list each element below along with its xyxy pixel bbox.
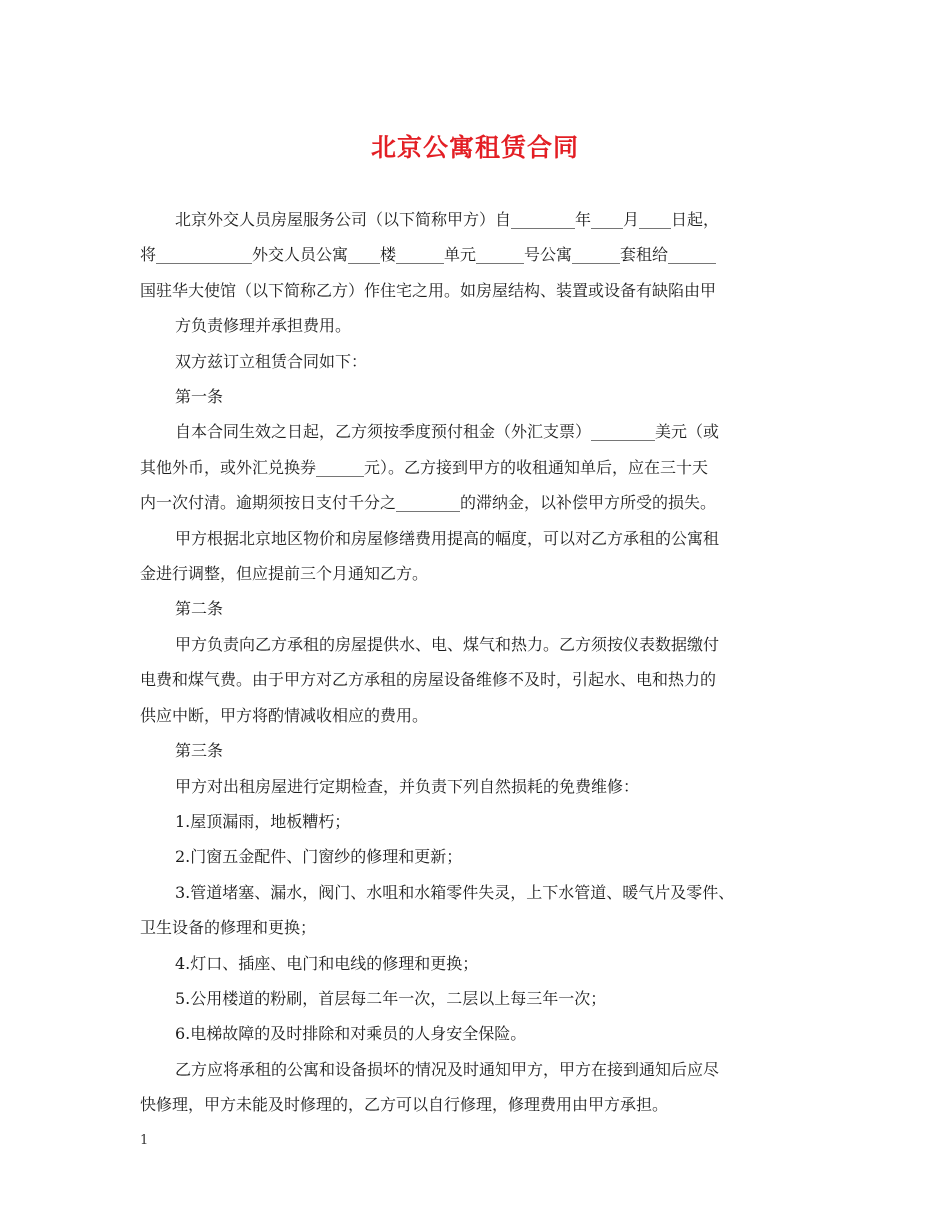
- text-line: 电费和煤气费。由于甲方对乙方承租的房屋设备维修不及时，引起水、电和热力的: [140, 670, 717, 690]
- document-title: 北京公寓租赁合同: [370, 133, 579, 162]
- text-line: 国驻华大使馆（以下简称乙方）作住宅之用。如房屋结构、装置或设备有缺陷由甲: [140, 280, 717, 300]
- text-line: 卫生设备的修理和更换；: [140, 918, 317, 938]
- text-line: 快修理，甲方未能及时修理的，乙方可以自行修理，修理费用由甲方承担。: [140, 1095, 669, 1115]
- text-line: 自本合同生效之日起，乙方须按季度预付租金（外汇支票）________美元（或: [175, 422, 720, 442]
- text-line: 双方兹订立租赁合同如下：: [175, 351, 368, 371]
- text-line: 甲方对出租房屋进行定期检查，并负责下列自然损耗的免费维修：: [175, 776, 640, 796]
- page-number: 1: [140, 1133, 149, 1148]
- text-line: 乙方应将承租的公寓和设备损坏的情况及时通知甲方，甲方在接到通知后应尽: [175, 1059, 720, 1079]
- text-line: 将____________外交人员公寓____楼______单元______号公寓______套租给______: [140, 245, 717, 265]
- text-line: 第一条: [175, 387, 224, 407]
- text-line: 北京外交人员房屋服务公司（以下简称甲方）自________年____月____日起，: [175, 210, 720, 229]
- text-line: 甲方根据北京地区物价和房屋修缮费用提高的幅度，可以对乙方承租的公寓租: [175, 528, 720, 548]
- text-line: 6.电梯故障的及时排除和对乘员的人身安全保险。: [175, 1024, 527, 1044]
- text-line: 供应中断，甲方将酌情减收相应的费用。: [140, 705, 429, 725]
- text-line: 其他外币，或外汇兑换券______元）。乙方接到甲方的收租通知单后，应在三十天: [140, 457, 709, 477]
- text-line: 5.公用楼道的粉刷，首层每二年一次，二层以上每三年一次；: [175, 988, 607, 1008]
- text-line: 2.门窗五金配件、门窗纱的修理和更新；: [175, 847, 463, 867]
- text-line: 第二条: [175, 599, 224, 619]
- text-line: 方负责修理并承担费用。: [175, 316, 352, 336]
- text-line: 金进行调整，但应提前三个月通知乙方。: [140, 564, 429, 584]
- text-line: 4.灯口、插座、电门和电线的修理和更换；: [175, 953, 479, 973]
- text-line: 甲方负责向乙方承租的房屋提供水、电、煤气和热力。乙方须按仪表数据缴付: [175, 634, 720, 654]
- text-line: 内一次付清。逾期须按日支付千分之________的滞纳金，以补偿甲方所受的损失。: [140, 493, 717, 513]
- text-line: 3.管道堵塞、漏水，阀门、水咀和水箱零件失灵，上下水管道、暖气片及零件、: [175, 882, 735, 902]
- text-line: 1.屋顶漏雨，地板糟朽；: [175, 811, 351, 831]
- text-line: 第三条: [175, 741, 224, 761]
- document-body: [140, 202, 815, 1123]
